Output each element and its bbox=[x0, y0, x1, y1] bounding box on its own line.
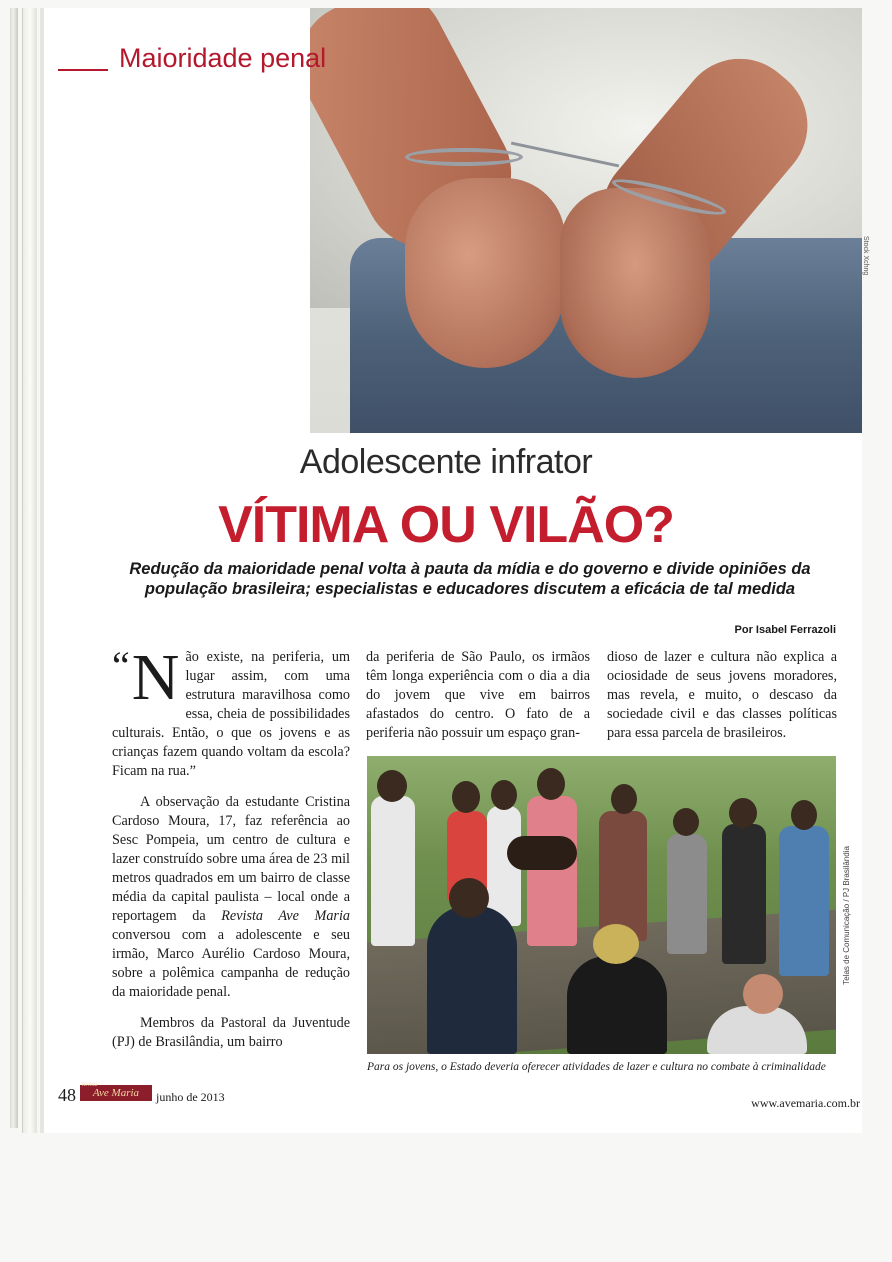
person-head bbox=[729, 798, 757, 828]
person-head bbox=[537, 768, 565, 800]
article-deck: Redução da maioridade penal volta à pauta da mídia e do governo e divide opiniões da população brasileira; especialistas e educadores discutem a eficácia de tal medida bbox=[129, 560, 811, 598]
person-hat bbox=[593, 924, 639, 964]
hero-photo-credit: Stock Xchng bbox=[862, 236, 869, 276]
person-head bbox=[791, 800, 817, 830]
page-edge bbox=[10, 8, 18, 1128]
person-blue-shirt bbox=[779, 826, 829, 976]
paragraph-col2: da periferia de São Paulo, os irmãos têm longa experiência com o dia a dia do jovem que vive em bairros afastados do centro. O fato de a periferia não possuir um espaço gran- bbox=[366, 649, 590, 741]
person-head bbox=[491, 780, 517, 810]
youth-group-photo bbox=[367, 756, 836, 1054]
paragraph-2-text-a: A observação da estudante Cristina Cardoso Moura, 17, faz referência ao Sesc Pompeia, um centro de cultura e lazer construído sobre uma área de 23 mil metros quadrados em um bairro de classe média da capital paulista – local onde a reportagem da bbox=[112, 794, 350, 924]
issue-date: junho de 2013 bbox=[156, 1090, 225, 1104]
person-plaid-shirt bbox=[599, 811, 647, 941]
magazine-logo-top: Revista bbox=[82, 1083, 97, 1088]
person-head bbox=[377, 770, 407, 802]
magazine-logo: Ave Maria bbox=[80, 1085, 152, 1101]
website-link[interactable]: www.avemaria.com.br bbox=[751, 1096, 860, 1110]
photo2-credit: Telas de Comunicação / PJ Brasilândia bbox=[842, 846, 851, 985]
quote-mark: “ bbox=[112, 643, 130, 688]
guitar bbox=[507, 836, 577, 870]
article-column-2 bbox=[366, 648, 590, 743]
person-foreground-dark bbox=[427, 906, 517, 1054]
person-gray-top bbox=[667, 834, 707, 954]
person-head bbox=[452, 781, 480, 813]
person-hat-wearer bbox=[567, 956, 667, 1054]
paragraph-col3: dioso de lazer e cultura não explica a ociosidade de seus jovens moradores, mas revela, e muito, o descaso da sociedade civil e das classes políticas para essa parcela de brasileiros. bbox=[607, 649, 837, 741]
article-column-1 bbox=[112, 641, 350, 1052]
article-byline: Por Isabel Ferrazoli bbox=[734, 624, 836, 636]
magazine-name: Revista Ave Maria bbox=[221, 908, 350, 924]
hero-photo-handcuffs bbox=[310, 8, 862, 433]
hero-hand-left bbox=[405, 178, 565, 368]
section-rule bbox=[58, 69, 108, 71]
handcuff-left bbox=[405, 148, 523, 166]
paragraph-2 bbox=[112, 793, 350, 1002]
article-headline: VÍTIMA OU VILÃO? bbox=[218, 496, 674, 554]
hero-hand-right bbox=[560, 188, 710, 378]
person-head bbox=[611, 784, 637, 814]
person-white-shirt bbox=[371, 796, 415, 946]
paragraph-1 bbox=[112, 641, 350, 781]
section-title: Maioridade penal bbox=[119, 43, 327, 73]
page-edge-inner bbox=[22, 8, 37, 1133]
dropcap: N bbox=[131, 641, 180, 714]
person-head bbox=[743, 974, 783, 1014]
person-head bbox=[673, 808, 699, 836]
person-head bbox=[449, 878, 489, 918]
paragraph-1-text: ão existe, na periferia, um lugar assim, com uma estrutura maravilhosa como essa, cheia de possibilidades culturais. Então, o que os jovens e as crianças fazem quando voltam da escola? Ficam na rua.” bbox=[112, 649, 350, 779]
article-kicker: Adolescente infrator bbox=[299, 443, 593, 481]
person-guitarist bbox=[527, 796, 577, 946]
photo2-caption: Para os jovens, o Estado deveria oferecer atividades de lazer e cultura no combate à criminalidade bbox=[367, 1061, 826, 1073]
article-column-3 bbox=[607, 648, 837, 743]
page-number: 48 bbox=[58, 1085, 76, 1105]
paragraph-2-text-b: conversou com a adolescente e seu irmão, Marco Aurélio Cardoso Moura, sobre a polêmica campanha de redução da maioridade penal. bbox=[112, 927, 350, 1000]
paragraph-3: Membros da Pastoral da Juventude (PJ) de Brasilândia, um bairro bbox=[112, 1015, 350, 1050]
page-spine bbox=[40, 8, 44, 1133]
person-black-jacket bbox=[722, 824, 766, 964]
